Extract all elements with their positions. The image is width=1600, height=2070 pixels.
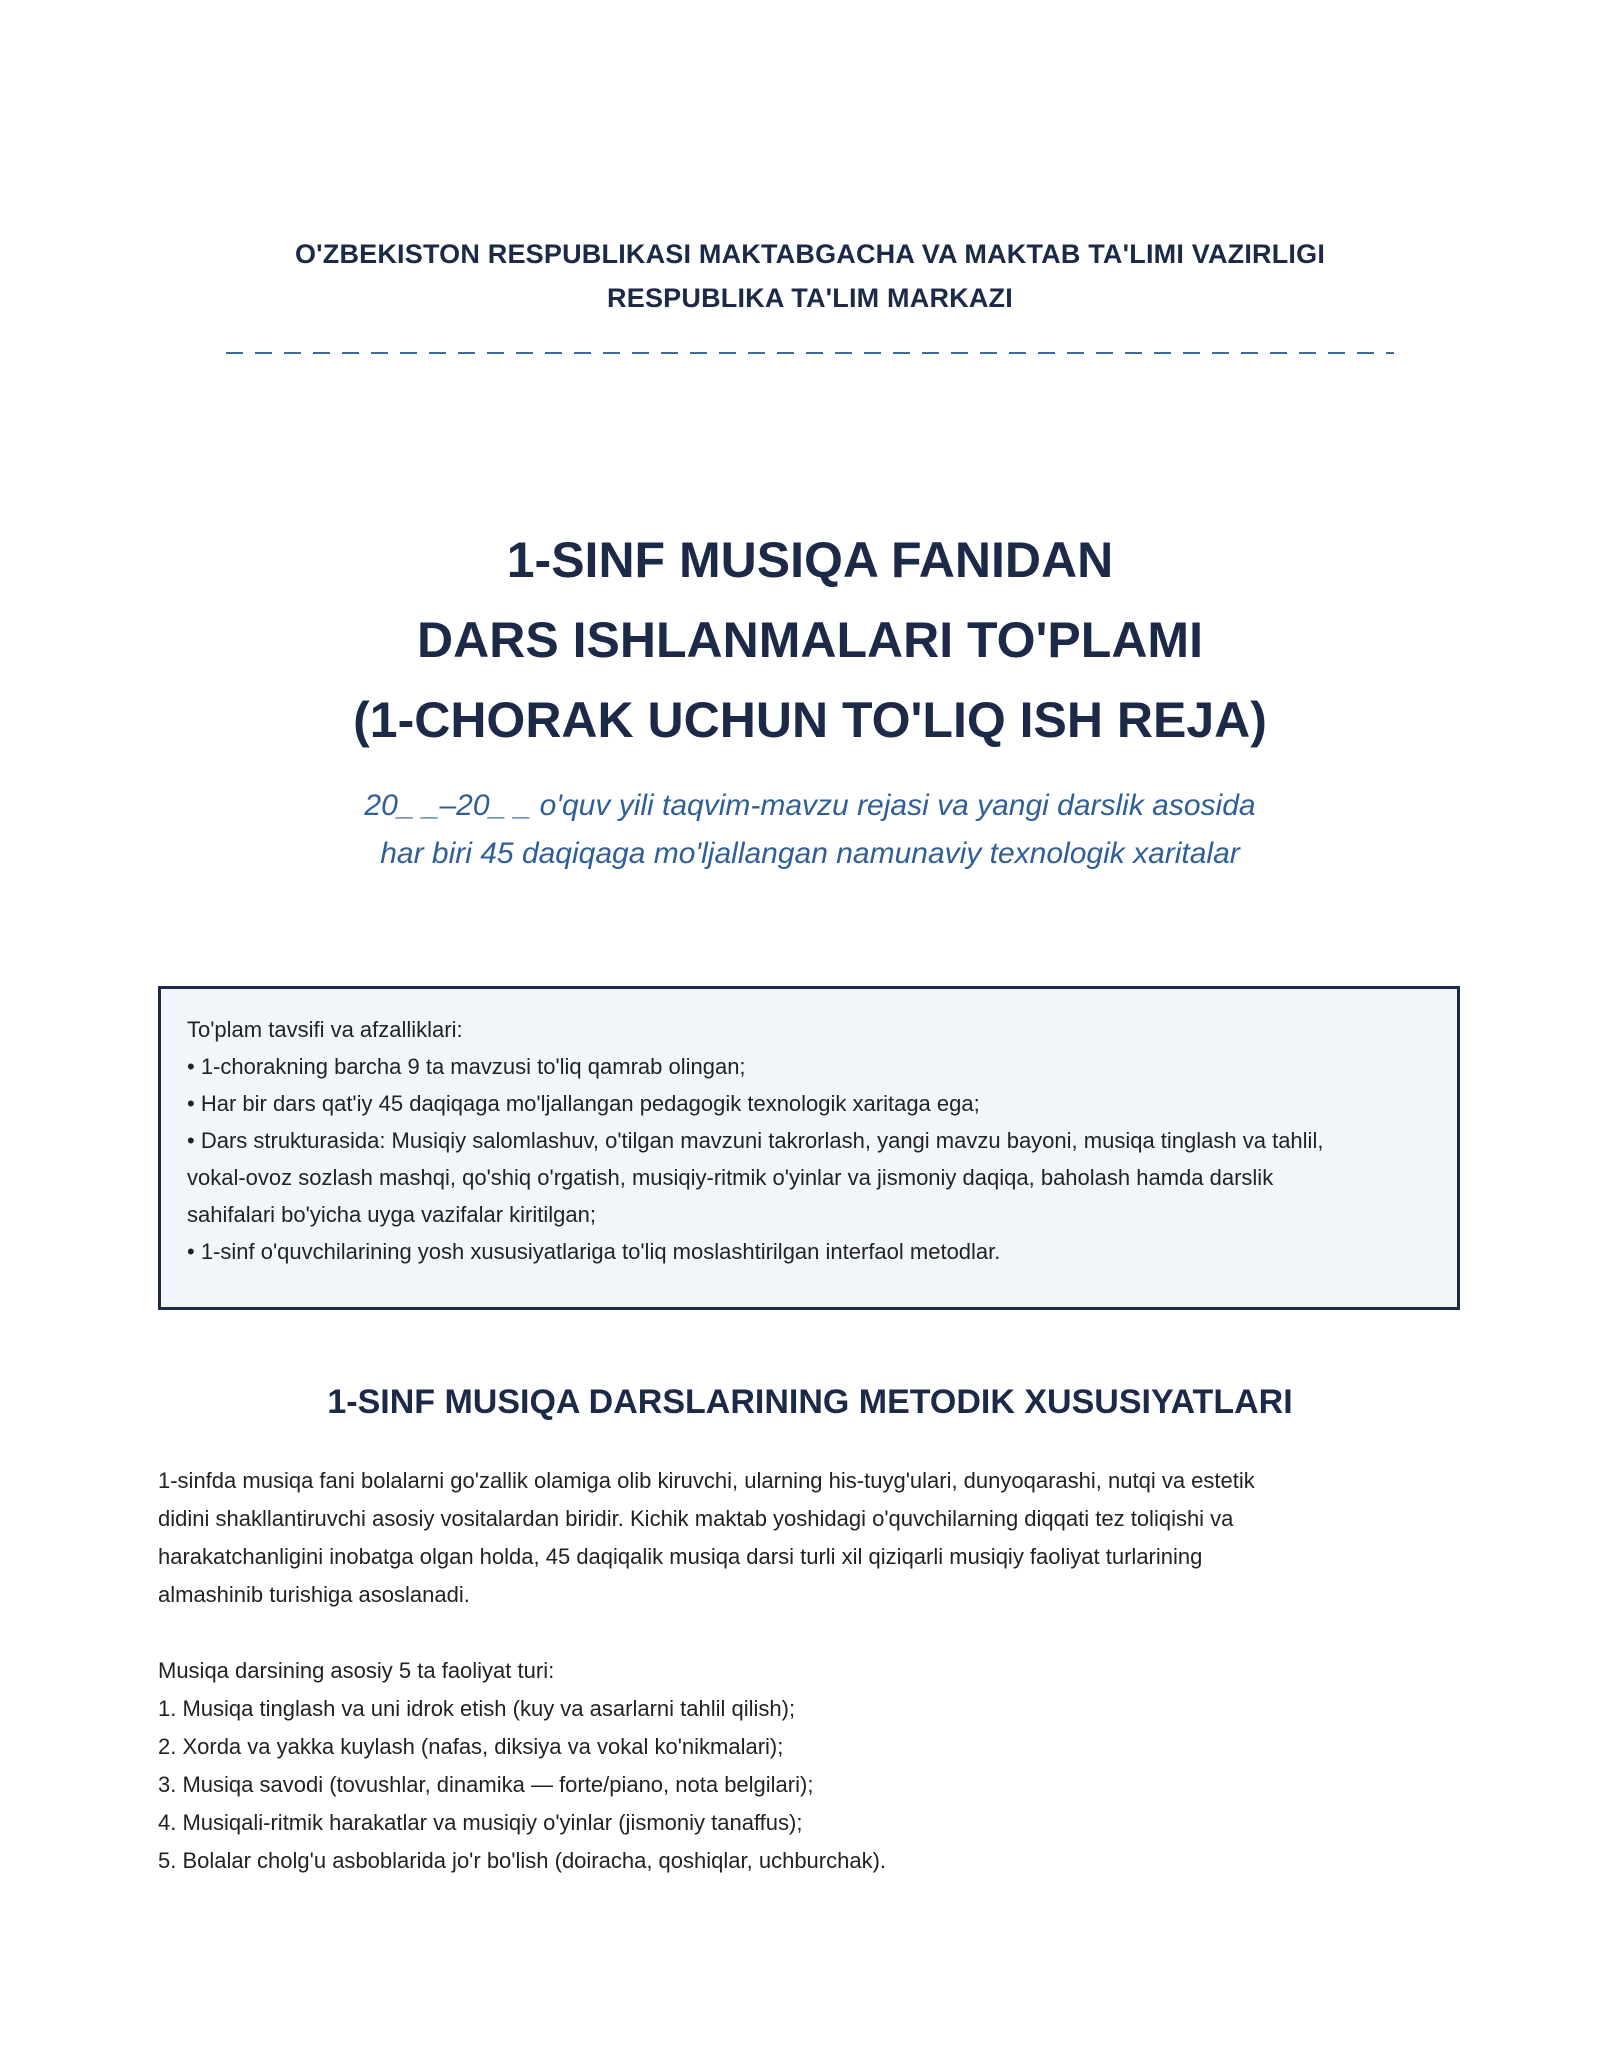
activity-list: [158, 1652, 1460, 1880]
ministry-header: [0, 232, 1600, 320]
list-item: 4. Musiqali-ritmik harakatlar va musiqiy o'yinlar (jismoniy tanaffus);: [158, 1810, 803, 1835]
intro-paragraph: [158, 1462, 1460, 1614]
box-bullet-1: • 1-chorakning barcha 9 ta mavzusi to'liq qamrab olingan;: [187, 1054, 746, 1079]
subtitle-line-2: har biri 45 daqiqaga mo'ljallangan namunaviy texnologik xaritalar: [380, 837, 1240, 870]
box-bullet-4: • 1-sinf o'quvchilarining yosh xususiyatlariga to'liq moslashtirilgan interfaol metodlar.: [187, 1239, 1001, 1264]
box-bullet-3-line-2: vokal-ovoz sozlash mashqi, qo'shiq o'rgatish, musiqiy-ritmik o'yinlar va jismoniy daqiqa, baholash hamda darslik: [187, 1165, 1274, 1190]
dashed-divider: [226, 352, 1394, 354]
main-title: [0, 520, 1600, 760]
box-bullet-2: • Har bir dars qat'iy 45 daqiqaga mo'ljallangan pedagogik texnologik xaritaga ega;: [187, 1091, 980, 1116]
list-item: 1. Musiqa tinglash va uni idrok etish (kuy va asarlarni tahlil qilish);: [158, 1696, 796, 1721]
title-line-1: 1-SINF MUSIQA FANIDAN: [506, 532, 1114, 588]
paragraph-line-2: didini shakllantiruvchi asosiy vositalardan biridir. Kichik maktab yoshidagi o'quvchilarning diqqati tez toliqishi va: [158, 1506, 1234, 1531]
title-line-3: (1-CHORAK UCHUN TO'LIQ ISH REJA): [353, 692, 1267, 748]
ministry-name: O'ZBEKISTON RESPUBLIKASI MAKTABGACHA VA MAKTAB TA'LIMI VAZIRLIGI: [294, 239, 1326, 269]
paragraph-line-4: almashinib turishiga asoslanadi.: [158, 1582, 470, 1607]
box-bullet-3-line-1: • Dars strukturasida: Musiqiy salomlashuv, o'tilgan mavzuni takrorlash, yangi mavzu bayoni, musiqa tinglash va tahlil,: [187, 1128, 1324, 1153]
box-heading: To'plam tavsifi va afzalliklari:: [187, 1017, 463, 1042]
description-box: [158, 986, 1460, 1310]
paragraph-line-3: harakatchanligini inobatga olgan holda, 45 daqiqalik musiqa darsi turli xil qiziqarli musiqiy faoliyat turlarining: [158, 1544, 1203, 1569]
subtitle: [0, 782, 1600, 878]
center-name: RESPUBLIKA TA'LIM MARKAZI: [607, 283, 1013, 313]
subtitle-line-1: 20_ _–20_ _ o'quv yili taqvim-mavzu rejasi va yangi darslik asosida: [364, 789, 1256, 822]
list-item: 5. Bolalar cholg'u asboblarida jo'r bo'lish (doiracha, qoshiqlar, uchburchak).: [158, 1848, 887, 1873]
section-body: [158, 1462, 1460, 1880]
paragraph-line-1: 1-sinfda musiqa fani bolalarni go'zallik olamiga olib kiruvchi, ularning his-tuyg'ulari, dunyoqarashi, nutqi va estetik: [158, 1468, 1255, 1493]
list-item: 3. Musiqa savodi (tovushlar, dinamika — forte/piano, nota belgilari);: [158, 1772, 814, 1797]
list-item: 2. Xorda va yakka kuylash (nafas, diksiya va vokal ko'nikmalari);: [158, 1734, 784, 1759]
section-heading: 1-SINF MUSIQA DARSLARINING METODIK XUSUSIYATLARI: [327, 1383, 1293, 1421]
list-heading: Musiqa darsining asosiy 5 ta faoliyat turi:: [158, 1658, 555, 1683]
title-line-2: DARS ISHLANMALARI TO'PLAMI: [417, 612, 1203, 668]
box-bullet-3-line-3: sahifalari bo'yicha uyga vazifalar kiritilgan;: [187, 1202, 596, 1227]
